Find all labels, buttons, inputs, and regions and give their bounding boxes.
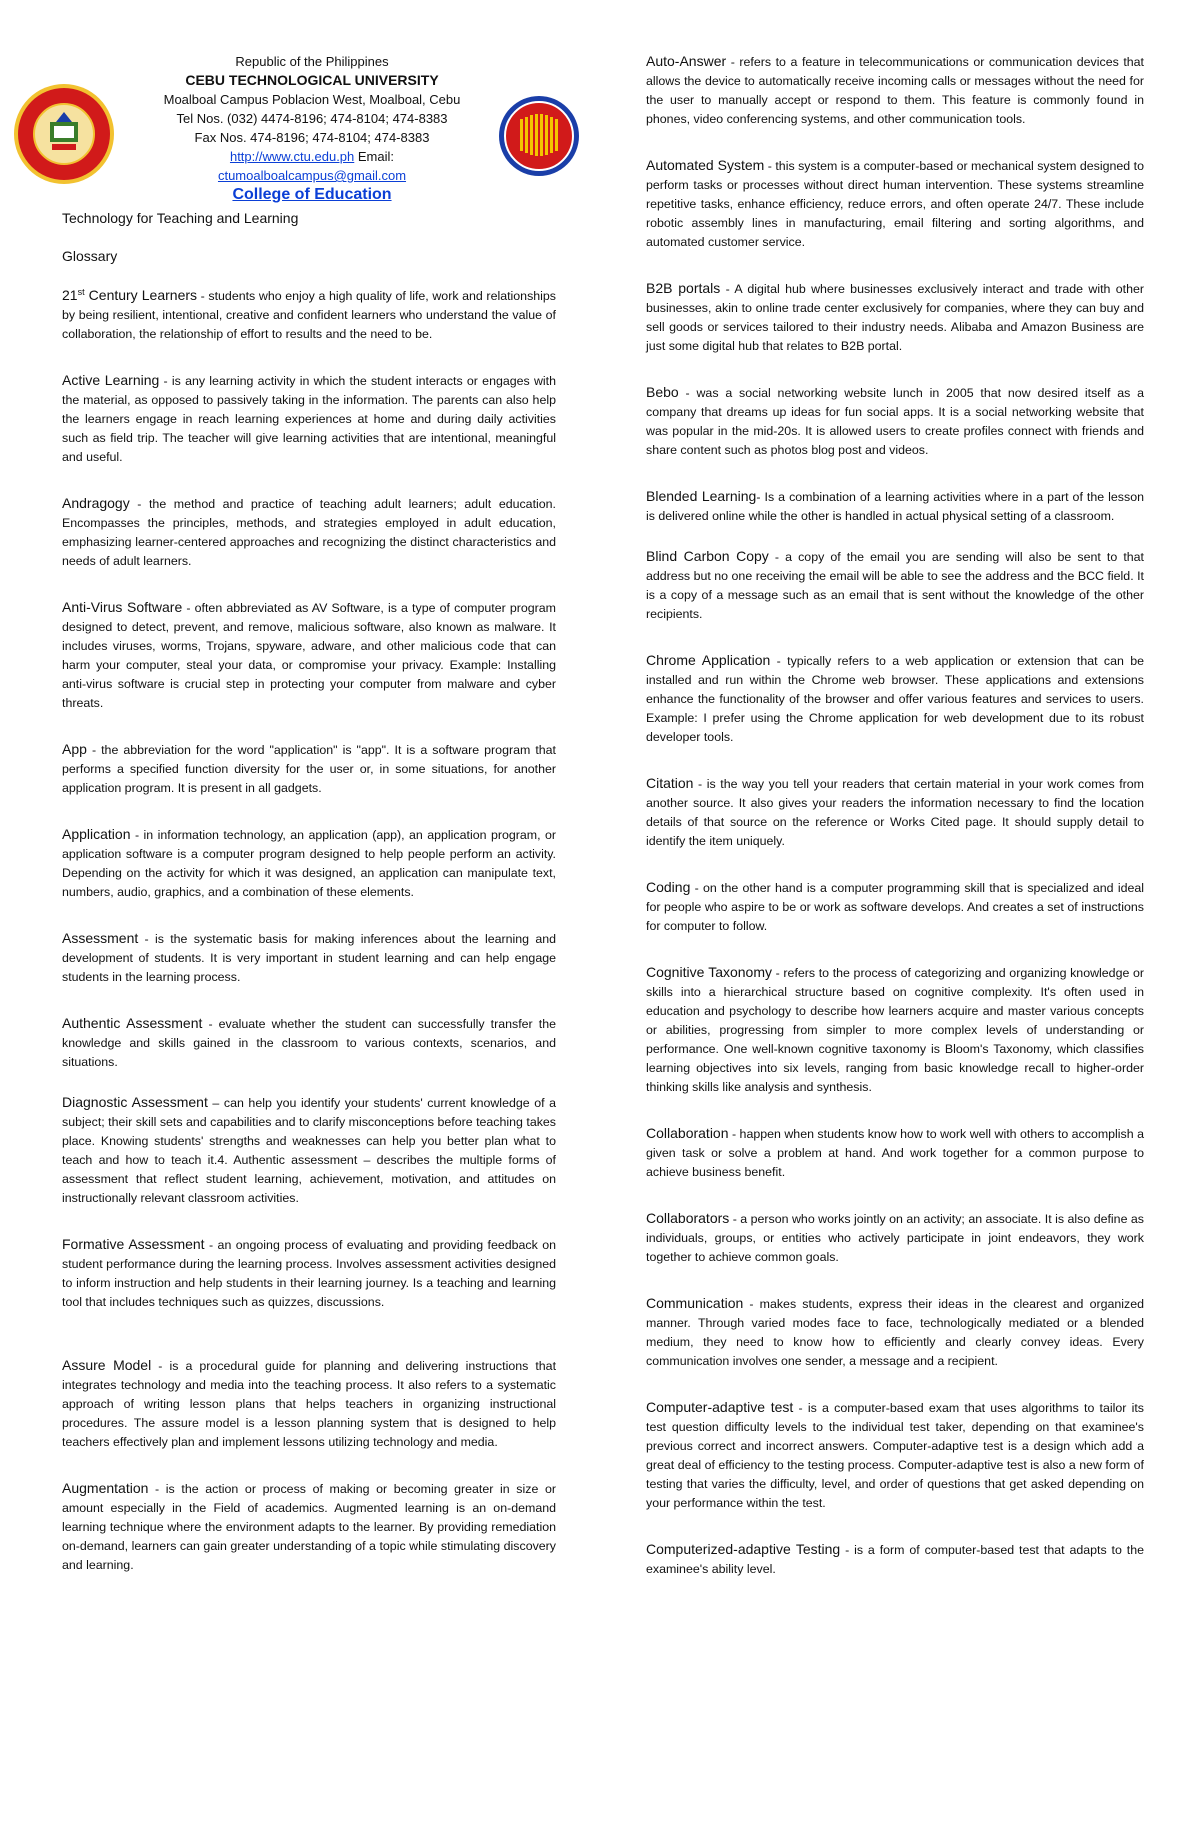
term-separator: - (772, 966, 784, 980)
term-separator: - (793, 1401, 808, 1415)
glossary-term: Collaborators (646, 1210, 730, 1226)
glossary-entry (62, 1479, 556, 1575)
glossary-entry (62, 494, 556, 571)
glossary-term: Auto-Answer (646, 53, 727, 69)
glossary-term: Blended Learning (646, 488, 757, 504)
term-separator: - (728, 1127, 740, 1141)
glossary-term: Diagnostic Assessment (62, 1094, 208, 1110)
glossary-right-column (646, 52, 1144, 1579)
term-separator: - (726, 55, 740, 69)
web-email-line (62, 147, 562, 166)
glossary-term: Andragogy (62, 495, 130, 511)
term-separator: - (764, 159, 776, 173)
glossary-definition: is the way you tell your readers that certain material in your work comes from another source. It also gives your readers the information necessary to find the location details of that source on the reference or Works Cited page. It should supply detail to identify the item uniquely. (646, 777, 1144, 848)
glossary-entry (62, 825, 556, 902)
term-separator: - (768, 550, 786, 564)
glossary-definition: Is a combination of a learning activities where in a part of the lesson is delivered online while the other is handled in actual physical setting of a classroom. (646, 490, 1144, 523)
glossary-entry (62, 371, 556, 467)
glossary-definition: a person who works jointly on an activity; an associate. It is also define as individuals, groups, or entities who actively participate in joint endeavors, they work together to achieve common goals. (646, 1212, 1144, 1264)
term-separator: - (840, 1543, 855, 1557)
glossary-term: Computer-adaptive test (646, 1399, 794, 1415)
glossary-term: Cognitive Taxonomy (646, 964, 773, 980)
glossary-definition: was a social networking website lunch in 2005 that now desired itself as a company that dreams up ideas for fun social apps. It is a social networking website that was popular in the mid-20s. It is allowed users to create profiles connect with friends and share content such as photos blog post and videos. (646, 386, 1145, 457)
glossary-left-column (62, 286, 556, 1575)
term-separator: - (204, 1238, 218, 1252)
glossary-definition: on the other hand is a computer programming skill that is specialized and ideal for people who aspire to be or work as software develops. And creates a set of instructions for computer to follow. (646, 881, 1145, 933)
letterhead (62, 52, 562, 204)
term-separator: - (743, 1297, 760, 1311)
term-separator: - (129, 497, 149, 511)
glossary-heading: Glossary (62, 248, 118, 264)
term-separator: - (202, 1017, 219, 1031)
glossary-definition: is a form of computer-based test that adapts to the examinee's ability level. (646, 1543, 1144, 1576)
glossary-definition: the method and practice of teaching adult learners; adult education. Encompasses the principles, methods, and strategies employed in adult education, emphasizing learner-centered approaches and recognizing the distinct characteristics and needs of adult learners. (62, 497, 556, 568)
term-separator: - (197, 289, 209, 303)
glossary-term: Anti-Virus Software (62, 599, 183, 615)
glossary-entry (646, 383, 1144, 460)
university-name: CEBU TECHNOLOGICAL UNIVERSITY (185, 72, 439, 88)
glossary-entry (646, 1124, 1144, 1182)
term-separator: - (151, 1359, 170, 1373)
glossary-entry (646, 1540, 1144, 1579)
glossary-entry (62, 1235, 556, 1312)
glossary-definition: a copy of the email you are sending will also be sent to that address but no one receiving the email will be able to see the address and the BCC field. It is a copy of a message such as an email that is sent without the knowledge of the other recipients. (646, 550, 1144, 621)
term-superscript: st (77, 286, 85, 297)
campus-address: Moalboal Campus Poblacion West, Moalboal, Cebu (163, 92, 461, 107)
term-separator: - (130, 828, 144, 842)
glossary-term: Augmentation (62, 1480, 149, 1496)
glossary-entry (646, 156, 1144, 252)
glossary-definition: typically refers to a web application or extension that can be installed and run within the Chrome web browser. These applications and extensions enhance the functionality of the browser and offer various features and services to users. Example: I prefer using the Chrome application for web development due to its robust developer tools. (646, 654, 1145, 744)
glossary-definition: is the action or process of making or becoming greater in size or amount especially in the Field of academics. Augmented learning is an on-demand learning technique where the environment adapts to the learner. By providing remediation on-demand, learners can gain greater understanding of a topic while stimulating discovery and learning. (62, 1482, 556, 1572)
glossary-definition: the abbreviation for the word "application" is "app". It is a software program that performs a specified function diversity for the user or, in some situations, for another application program. It is present in all gadgets. (62, 743, 556, 795)
glossary-term: Computerized-adaptive Testing (646, 1541, 841, 1557)
glossary-entry (62, 1093, 556, 1208)
term-separator: - (693, 777, 707, 791)
glossary-definition: makes students, express their ideas in the clearest and organized manner. Through varied modes face to face, technologically mediated or a blended medium, they need to know how to efficiently and clearly convey ideas. Every communication involves one sender, a message and a recipient. (646, 1297, 1144, 1368)
glossary-entry (646, 651, 1144, 747)
glossary-term: Communication (646, 1295, 744, 1311)
glossary-term: Assessment (62, 930, 139, 946)
glossary-entry (646, 547, 1144, 624)
glossary-definition: A digital hub where businesses exclusively interact and trade with other businesses, akin to online trade center exclusively for companies, where they can buy and sell goods or services tailored to their industry needs. Alibaba and Amazon Business are just some digital hub that relates to B2B portal. (646, 282, 1144, 353)
subject-title: Technology for Teaching and Learning (62, 210, 299, 226)
glossary-term: Application (62, 826, 131, 842)
glossary-entry (646, 279, 1144, 356)
glossary-term: App (62, 741, 87, 757)
glossary-definition: is the systematic basis for making inferences about the learning and development of students. It is very important in student learning and can help engage students in the learning process. (62, 932, 556, 984)
term-separator: - (678, 386, 697, 400)
term-separator: - (770, 654, 788, 668)
glossary-definition: is any learning activity in which the student interacts or engages with the material, as opposed to passively taking in the information. The parents can also help the learners engage in reach learning experiences at home and during daily activities such as field trip. The teacher will give learning activities that are intentional, meaningful and useful. (62, 374, 556, 464)
term-separator: - (159, 374, 172, 388)
glossary-term: Automated System (646, 157, 765, 173)
term-separator: – (207, 1096, 224, 1110)
glossary-entry (62, 1356, 556, 1452)
glossary-entry (62, 1014, 556, 1072)
glossary-term: 21 (62, 287, 78, 303)
term-separator: - (720, 282, 735, 296)
glossary-definition: evaluate whether the student can successfully transfer the knowledge and skills gained in the classroom to various contexts, scenarios, and situations. (62, 1017, 556, 1069)
glossary-definition: refers to the process of categorizing and organizing knowledge or skills into a hierarchical structure based on cognitive complexity. It's often used in education and psychology to describe how learners acquire and master various concepts or abilities, progressing from simpler to more complex levels of understanding or performance. One well-known cognitive taxonomy is Bloom's Taxonomy, which classifies learning objectives into six levels, ranging from basic knowledge recall to higher-order thinking skills like analysis and synthesis. (646, 966, 1145, 1094)
glossary-definition: is a procedural guide for planning and delivering instructions that integrates technology and media into the teaching process. It also refers to a systematic approach of writing lesson plans that helps teachers in organizing instructional procedures. The assure model is a lesson planning system that is designed to help teachers effectively plan and implement lessons utilizing technology and media. (62, 1359, 557, 1449)
telephone-numbers: Tel Nos. (032) 4474-8196; 474-8104; 474-8383 (176, 111, 448, 126)
glossary-entry (646, 1294, 1144, 1371)
glossary-entry (646, 487, 1144, 526)
email-label: Email: (357, 149, 395, 164)
glossary-definition: can help you identify your students' current knowledge of a subject; their skill sets and capabilities and to clarify misconceptions before teaching takes place. Knowing students' strengths and weaknesses can help you better plan what to teach and how to teach it.4. Authentic assessment – describes the multiple forms of assessment that reflect student learning, achievement, motivation, and attitudes on instructionally relevant classroom activities. (62, 1096, 556, 1205)
term-separator: - (756, 490, 765, 504)
glossary-definition: students who enjoy a high quality of life, work and relationships by being resilient, intentional, creative and confident learners who understand the value of collaboration, the relationship of effort to results and the need to be. (62, 289, 557, 341)
republic-line: Republic of the Philippines (235, 54, 389, 69)
glossary-term: Assure Model (62, 1357, 152, 1373)
glossary-entry (646, 774, 1144, 851)
glossary-entry (62, 286, 556, 344)
glossary-entry (646, 878, 1144, 936)
glossary-entry (62, 740, 556, 798)
glossary-entry (646, 963, 1144, 1097)
glossary-entry (646, 1209, 1144, 1267)
email-link[interactable]: ctumoalboalcampus@gmail.com (217, 168, 407, 183)
glossary-definition: is a computer-based exam that uses algorithms to tailor its test question difficulty levels to the individual test taker, depending on that examinee's previous correct and incorrect answers. Computer-adaptive test is a design which add a great deal of efficiency to the testing process. Computer-adaptive test is also a new form of testing that varies the difficulty, level, and order of questions that get asked depending on your performance within the test. (646, 1401, 1145, 1510)
glossary-term: Bebo (646, 384, 679, 400)
glossary-definition: happen when students know how to work well with others to accomplish a given task or solve a problem at hand. And work together for a common purpose to achieve business benefit. (646, 1127, 1144, 1179)
term-separator: - (138, 932, 155, 946)
term-separator: - (148, 1482, 166, 1496)
glossary-term: Active Learning (62, 372, 160, 388)
fax-numbers: Fax Nos. 474-8196; 474-8104; 474-8383 (194, 130, 430, 145)
glossary-definition: refers to a feature in telecommunications or communication devices that allows the device to automatically receive incoming calls or messages without the need for the user to manually accept or respond to them. This feature is commonly found in phones, video conferencing systems, and other communication tools. (646, 55, 1144, 126)
glossary-term: Formative Assessment (62, 1236, 205, 1252)
glossary-term: Collaboration (646, 1125, 729, 1141)
glossary-definition: an ongoing process of evaluating and providing feedback on student performance during the learning process. Involves assessment activities designed to inform instruction and help students in their learning journey. Is a teaching and learning tool that includes techniques such as quizzes, discussions. (62, 1238, 556, 1309)
term-separator: - (690, 881, 704, 895)
glossary-term: Authentic Assessment (62, 1015, 203, 1031)
website-link[interactable]: http://www.ctu.edu.ph (229, 149, 355, 164)
glossary-term: Blind Carbon Copy (646, 548, 769, 564)
glossary-entry (646, 52, 1144, 129)
glossary-term: B2B portals (646, 280, 721, 296)
glossary-entry (62, 929, 556, 987)
glossary-term: Coding (646, 879, 691, 895)
glossary-term: Chrome Application (646, 652, 771, 668)
term-separator: - (86, 743, 102, 757)
glossary-term-rest: Century Learners (84, 287, 198, 303)
glossary-definition: often abbreviated as AV Software, is a type of computer program designed to detect, prevent, and remove, malicious software, also known as malware. It includes viruses, worms, Trojans, spyware, adware, and other malicious code that can harm your computer, steal your data, or compromise your privacy. Example: Installing anti-virus software is crucial step in protecting your computer from malware and cyber threats. (62, 601, 556, 710)
glossary-definition: in information technology, an application (app), an application program, or application software is a computer program designed to help people perform an activity. Depending on the activity for which it was designed, an application can manipulate text, numbers, audio, graphics, and a combination of these elements. (62, 828, 556, 899)
term-separator: - (729, 1212, 741, 1226)
glossary-term: Citation (646, 775, 694, 791)
glossary-definition: this system is a computer-based or mechanical system designed to perform tasks or processes without direct human intervention. These systems streamline repetitive tasks, enhance efficiency, reduce errors, and often operate 24/7. These include robotic assembly lines in manufacturing, email filtering and sorting algorithms, and automated customer service. (646, 159, 1144, 249)
college-name: College of Education (232, 186, 392, 203)
term-separator: - (182, 601, 195, 615)
glossary-entry (62, 598, 556, 713)
glossary-entry (646, 1398, 1144, 1513)
